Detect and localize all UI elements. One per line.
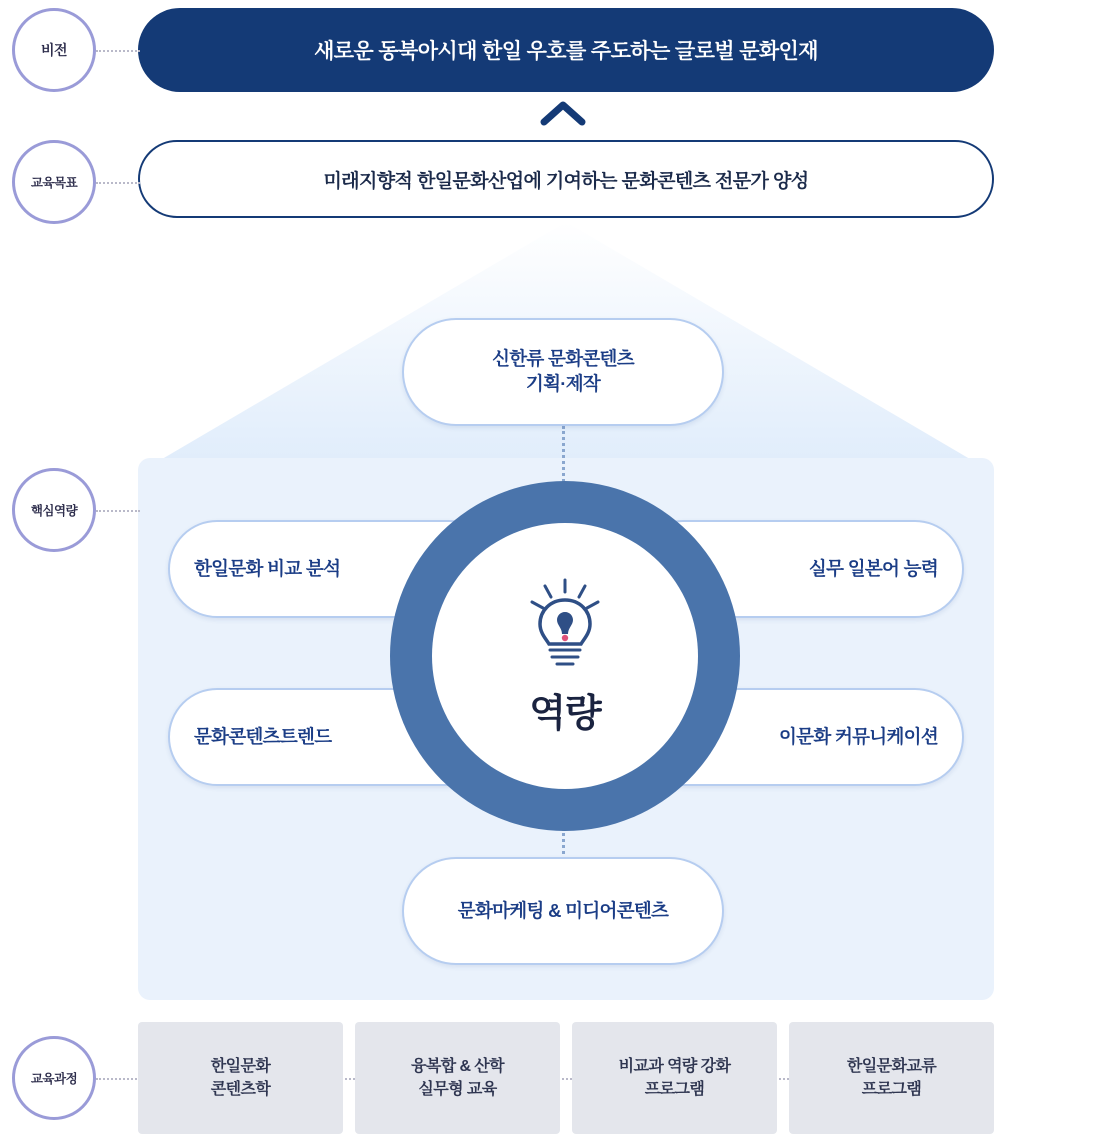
connector-curriculum	[96, 1078, 140, 1080]
connector-goal	[96, 182, 140, 184]
curriculum-box-3[interactable]	[572, 1022, 777, 1134]
curriculum-box-1-line2: 콘텐츠학	[210, 1081, 271, 1098]
label-curriculum	[12, 1036, 96, 1120]
goal-text: 미래지향적 한일문화산업에 기여하는 문화콘텐츠 전문가 양성	[323, 170, 809, 192]
curriculum-box-1[interactable]	[138, 1022, 343, 1134]
label-goal-text: 교육목표	[30, 176, 78, 190]
lightbulb-icon	[519, 576, 611, 672]
competency-pill-right-1-text: 실무 일본어 능력	[808, 557, 938, 579]
center-competency-label: 역량	[529, 692, 601, 735]
vision-text: 새로운 동북아시대 한일 우호를 주도하는 글로벌 문화인재	[314, 40, 818, 63]
competency-pill-left-2-text: 문화콘텐츠트렌드	[194, 725, 332, 747]
curriculum-box-3-line1: 비교과 역량 강화	[618, 1057, 731, 1075]
connector-core	[96, 510, 140, 512]
competency-pill-bottom[interactable]	[402, 857, 724, 965]
label-core-competency-text: 핵심역량	[30, 504, 78, 518]
label-vision	[12, 8, 96, 92]
center-competency-circle	[390, 481, 740, 831]
curriculum-box-4-line1: 한일문화교류	[846, 1057, 937, 1075]
center-competency-inner	[432, 523, 698, 789]
curriculum-box-2[interactable]	[355, 1022, 560, 1134]
competency-pill-bottom-text: 문화마케팅 & 미디어콘텐츠	[457, 899, 669, 921]
curriculum-box-3-line2: 프로그램	[644, 1081, 705, 1098]
curriculum-box-4[interactable]	[789, 1022, 994, 1134]
connector-bottom-pill	[562, 828, 565, 860]
vision-bar	[138, 8, 994, 92]
connector-vision	[96, 50, 140, 52]
curriculum-box-1-line1: 한일문화	[210, 1057, 271, 1075]
chevron-up-icon	[540, 100, 586, 126]
competency-pill-right-2-text: 이문화 커뮤니케이션	[779, 725, 938, 747]
competency-pill-top-line2: 기획·제작	[525, 373, 601, 394]
curriculum-box-2-line2: 실무형 교육	[418, 1081, 497, 1098]
competency-pill-top-line1: 신한류 문화콘텐츠	[492, 348, 634, 370]
curriculum-box-4-line2: 프로그램	[861, 1081, 922, 1098]
curriculum-box-2-line1: 융복합 & 산학	[411, 1057, 504, 1075]
label-vision-text: 비전	[40, 42, 68, 58]
competency-pill-top[interactable]	[402, 318, 724, 426]
goal-bar	[138, 140, 994, 218]
competency-pill-left-1-text: 한일문화 비교 분석	[194, 557, 341, 579]
label-curriculum-text: 교육과정	[30, 1072, 78, 1086]
connector-top-pill	[562, 426, 565, 482]
label-core-competency	[12, 468, 96, 552]
label-goal	[12, 140, 96, 224]
